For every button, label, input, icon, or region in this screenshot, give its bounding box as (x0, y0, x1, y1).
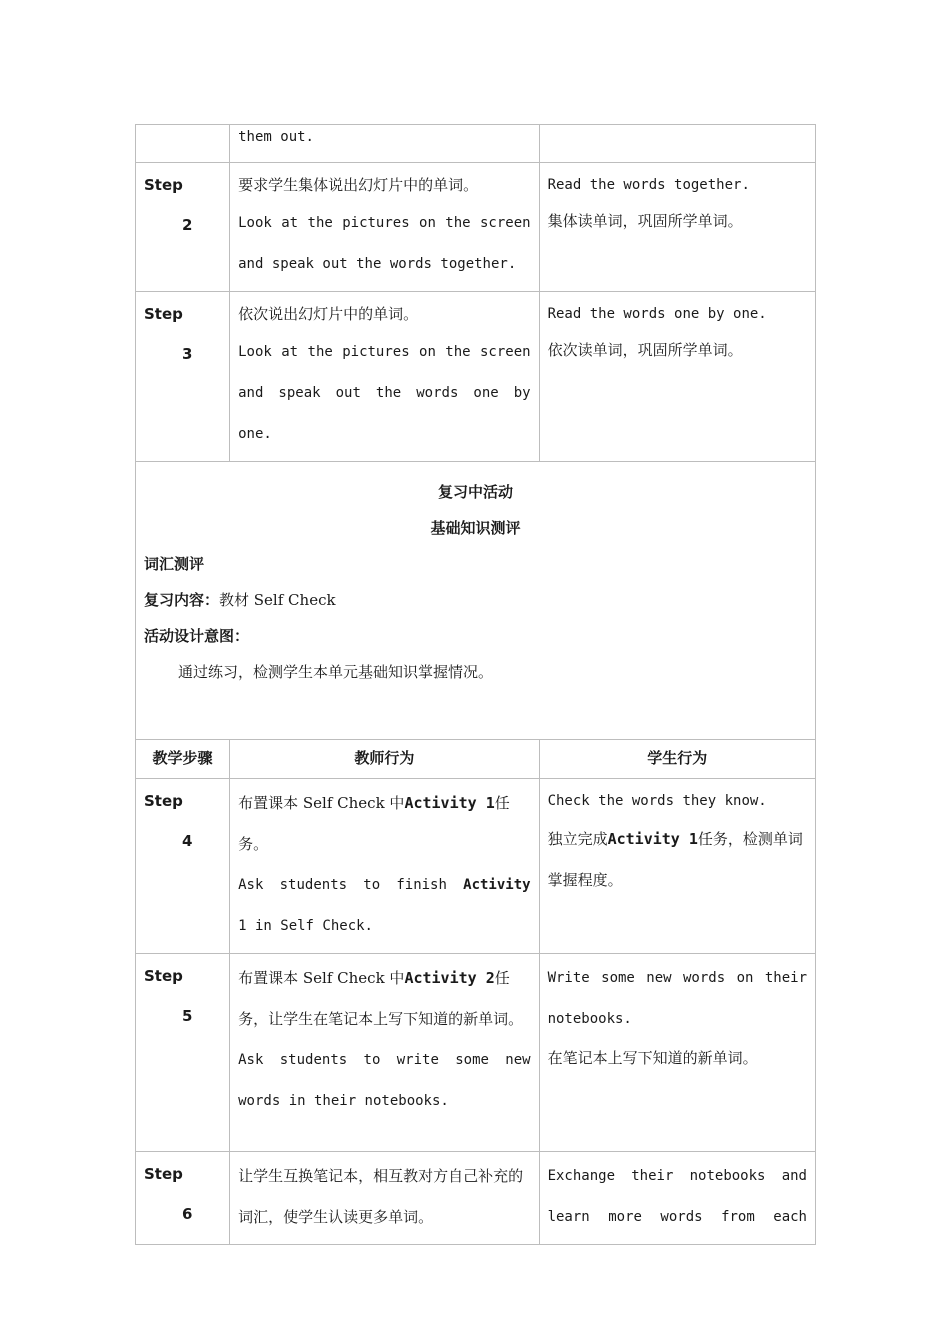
step-cell (136, 954, 230, 1152)
header-cell (230, 740, 539, 779)
student-text-en: Exchange their notebooks and (547, 1168, 807, 1184)
student-text-en: Check the words they know. (547, 793, 767, 809)
header-student: 学生行为 (647, 749, 708, 767)
lesson-table (135, 124, 816, 1245)
student-cell (539, 125, 815, 163)
step-label: Step (144, 305, 183, 323)
student-text-en: Read the words one by one. (547, 306, 767, 322)
step-number: 5 (182, 1007, 193, 1025)
teacher-cell (230, 125, 539, 163)
table-row (136, 125, 816, 163)
header-teacher: 教师行为 (354, 749, 415, 767)
section-row (136, 462, 816, 740)
table-row (136, 954, 816, 1152)
student-text-en: learn more words from each (547, 1209, 807, 1225)
teacher-text-en: one. (238, 426, 272, 442)
section-title: 复习中活动 (437, 483, 513, 501)
teacher-text-en: and speak out the words together. (238, 256, 517, 272)
student-text-zh: 在笔记本上写下知道的新单词。 (547, 1049, 758, 1067)
step-number: 2 (182, 216, 193, 234)
step-label: Step (144, 967, 183, 985)
header-cell (136, 740, 230, 779)
student-cell (539, 1152, 815, 1245)
teacher-cell (230, 779, 539, 954)
teacher-text-zh: 让学生互换笔记本，相互教对方自己补充的词汇，使学生认读更多单词。 (238, 1167, 524, 1226)
teacher-cell (230, 1152, 539, 1245)
section-cell (136, 462, 816, 740)
student-text-zh: 独立完成Activity 1任务，检测单词掌握程度。 (547, 830, 803, 889)
teacher-text-en: and speak out the words one by (238, 385, 531, 401)
step-cell (136, 779, 230, 954)
teacher-cell (230, 292, 539, 462)
table-row (136, 163, 816, 292)
student-text-en: Read the words together. (547, 177, 750, 193)
step-label: Step (144, 1165, 183, 1183)
student-text-en: notebooks. (547, 1011, 632, 1027)
section-heading: 词汇测评 (144, 555, 205, 573)
table-header-row (136, 740, 816, 779)
review-value: 教材 Self Check (219, 591, 336, 609)
teacher-text-zh: 依次说出幻灯片中的单词。 (238, 305, 419, 323)
teacher-cell (230, 163, 539, 292)
step-cell (136, 125, 230, 163)
table-row (136, 779, 816, 954)
header-cell (539, 740, 815, 779)
table-row (136, 1152, 816, 1245)
intent-text: 通过练习，检测学生本单元基础知识掌握情况。 (178, 663, 494, 681)
intent-label: 活动设计意图： (144, 627, 250, 645)
teacher-text-zh: 布置课本 Self Check 中Activity 1任务。 (238, 794, 510, 853)
teacher-text-en: Ask students to write some new (238, 1052, 531, 1068)
step-cell (136, 1152, 230, 1245)
teacher-text-en: Ask students to finish Activity (238, 877, 531, 893)
step-cell (136, 292, 230, 462)
step-number: 6 (182, 1205, 193, 1223)
teacher-text-en: words in their notebooks. (238, 1093, 449, 1109)
student-text-en: Write some new words on their (547, 970, 807, 986)
student-cell (539, 163, 815, 292)
teacher-text-en: them out. (238, 129, 314, 145)
step-label: Step (144, 792, 183, 810)
teacher-text-en: Look at the pictures on the screen (238, 215, 531, 231)
header-steps: 教学步骤 (152, 749, 213, 767)
step-label: Step (144, 176, 183, 194)
teacher-text-en: Look at the pictures on the screen (238, 344, 531, 360)
student-cell (539, 954, 815, 1152)
student-text-zh: 集体读单词，巩固所学单词。 (547, 212, 743, 230)
teacher-text-en: 1 in Self Check. (238, 918, 373, 934)
teacher-text-zh: 要求学生集体说出幻灯片中的单词。 (238, 176, 479, 194)
student-text-zh: 依次读单词，巩固所学单词。 (547, 341, 743, 359)
step-number: 4 (182, 832, 193, 850)
table-row (136, 292, 816, 462)
review-label: 复习内容： (144, 591, 220, 609)
student-cell (539, 779, 815, 954)
teacher-text-zh: 布置课本 Self Check 中Activity 2任务，让学生在笔记本上写下知道的新单词。 (238, 969, 524, 1028)
teacher-cell (230, 954, 539, 1152)
step-cell (136, 163, 230, 292)
step-number: 3 (182, 345, 193, 363)
student-cell (539, 292, 815, 462)
lesson-plan-document (135, 124, 816, 1245)
section-subtitle: 基础知识测评 (430, 519, 521, 537)
